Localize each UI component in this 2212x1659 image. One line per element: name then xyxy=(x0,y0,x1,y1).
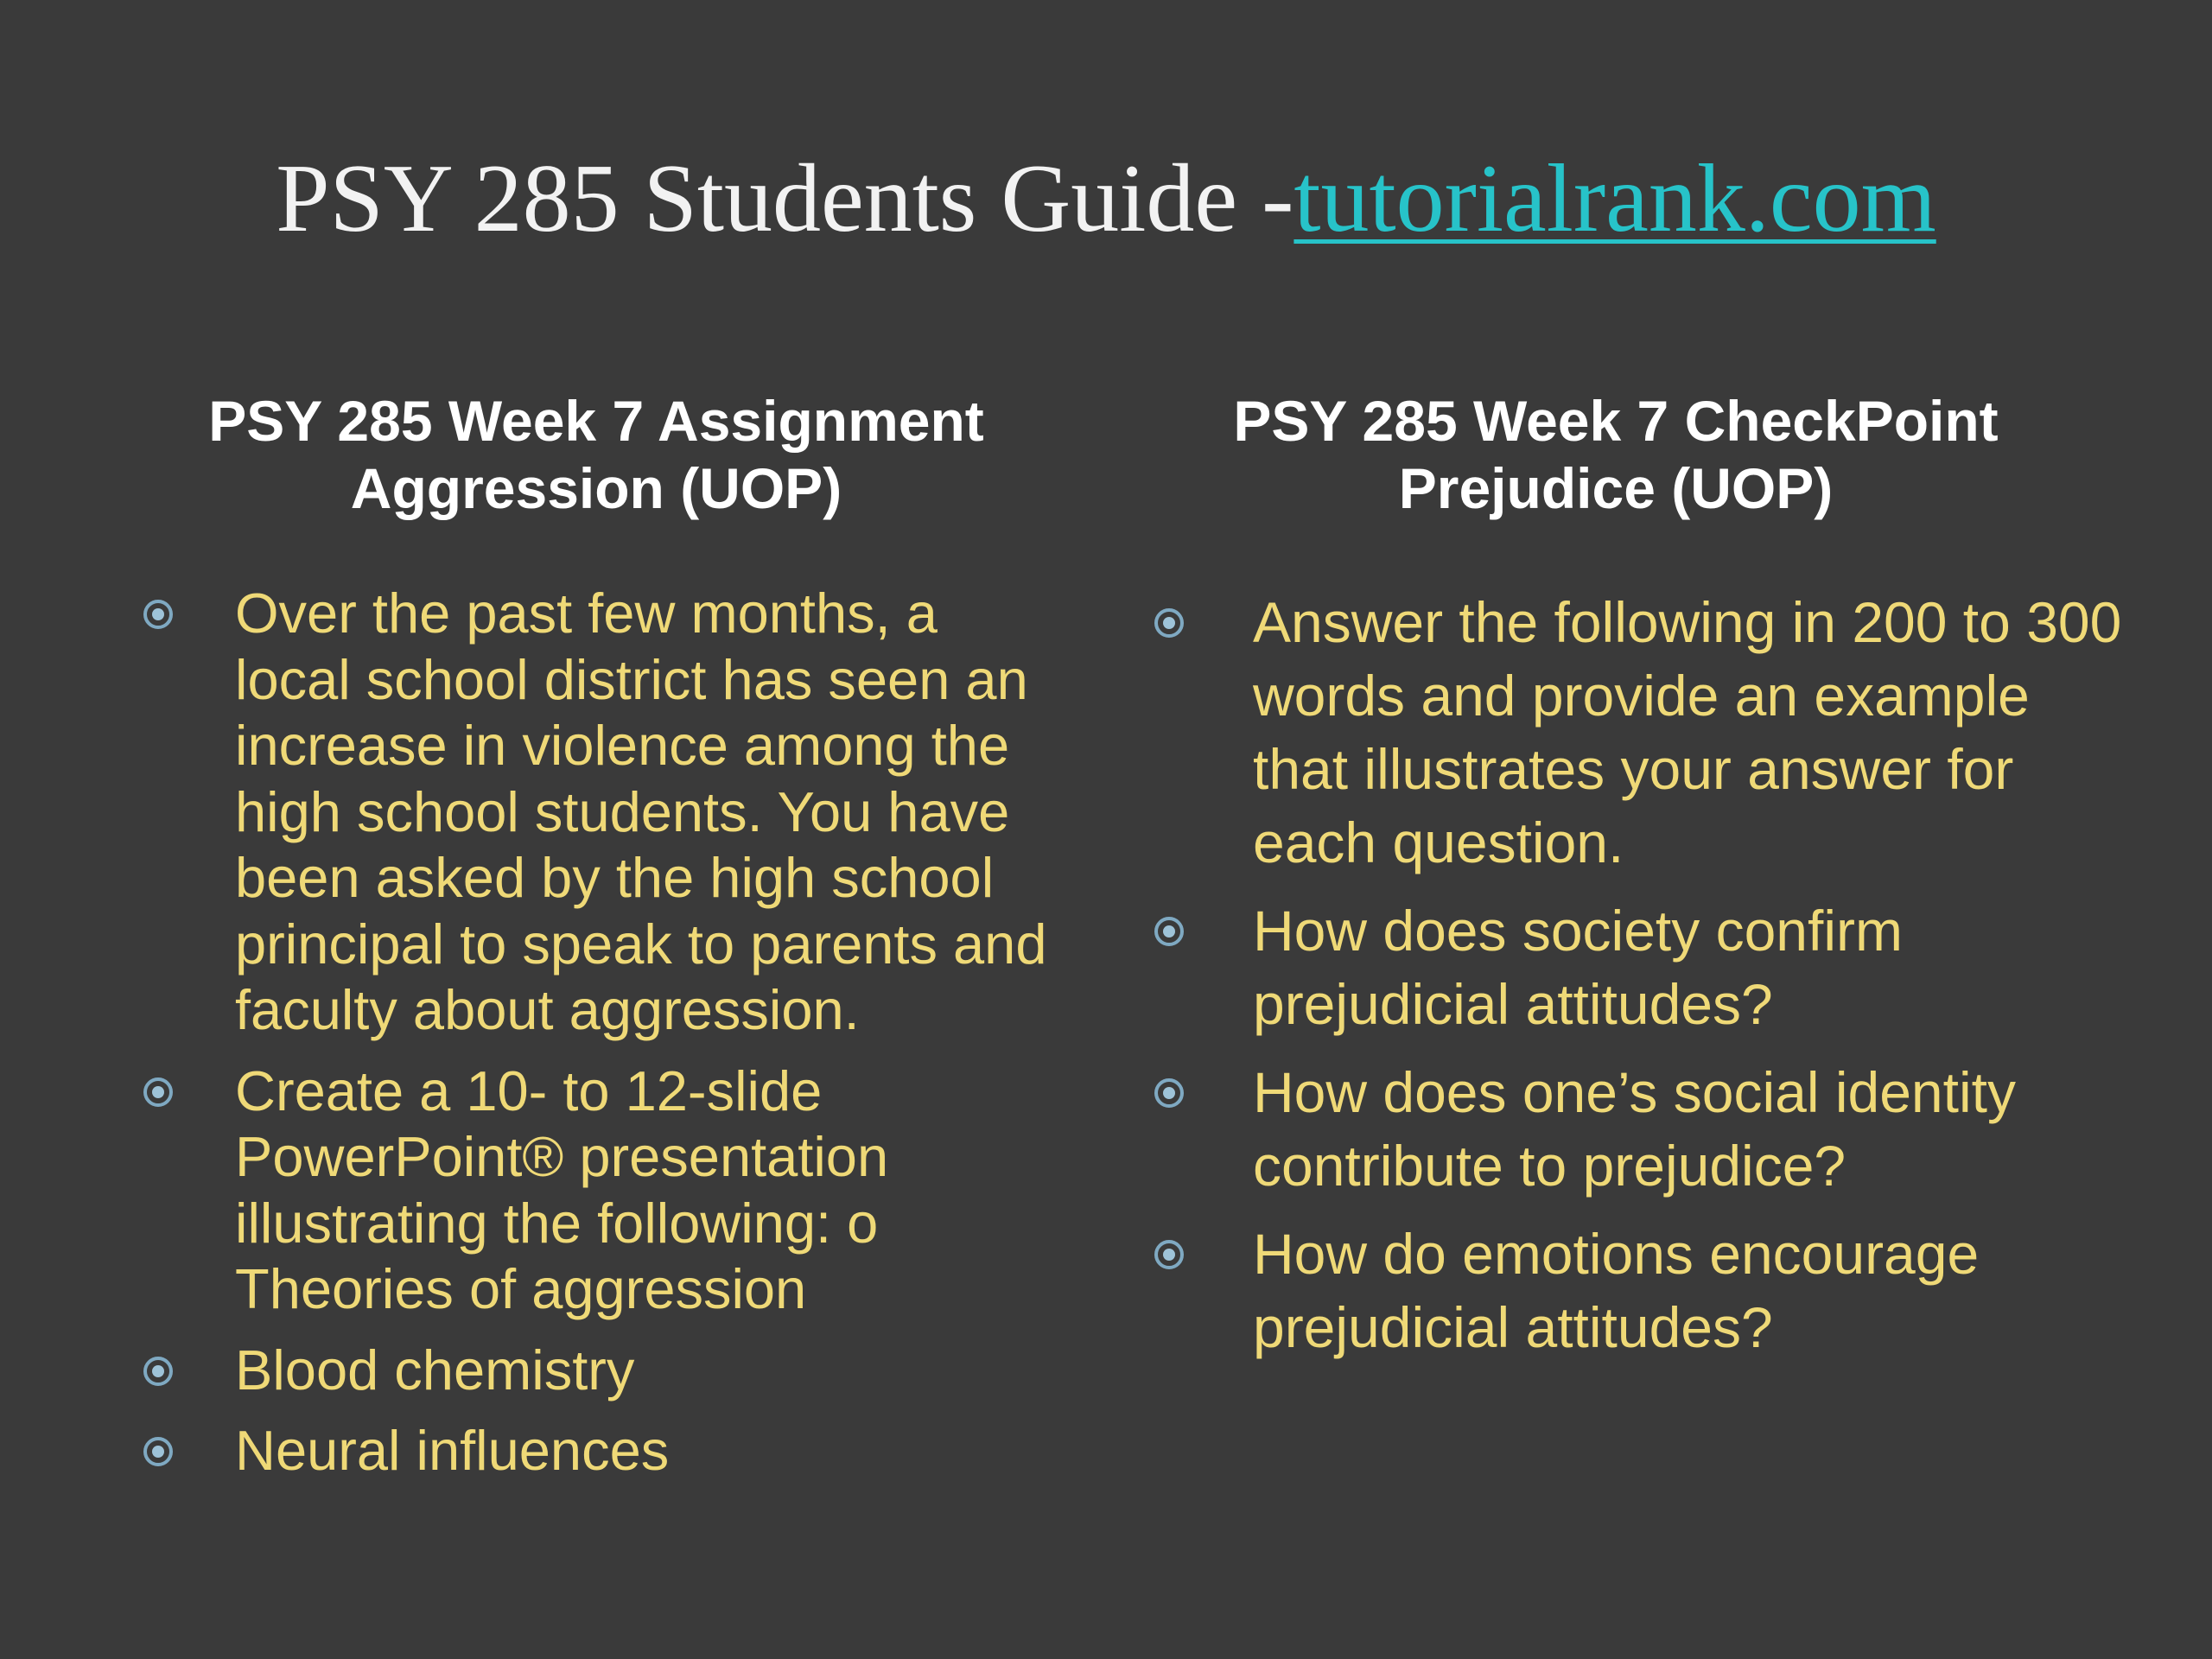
title-link[interactable]: tutorialrank.com xyxy=(1294,145,1936,252)
title-text: PSY 285 Students Guide - xyxy=(276,145,1294,252)
left-heading-line-2: Aggression (UOP) xyxy=(350,456,842,520)
left-column-heading xyxy=(138,387,1054,522)
circle-dot-bullet-icon xyxy=(143,1357,173,1386)
slide-title xyxy=(0,138,2212,259)
list-item xyxy=(1149,1056,2134,1203)
list-item xyxy=(1149,586,2134,880)
list-item xyxy=(138,1338,1054,1404)
bullet-text: Over the past few months, a local school district has seen an increase in violence among the high school students. You have been asked by the high school principal to speak to parents and faculty about aggression. xyxy=(235,582,1047,1041)
left-heading-line-1: PSY 285 Week 7 Assignment xyxy=(208,389,984,453)
left-column xyxy=(138,387,1054,1499)
right-heading-line-2: Prejudice (UOP) xyxy=(1398,456,1834,520)
right-heading-line-1: PSY 285 Week 7 CheckPoint xyxy=(1233,389,1999,453)
right-column-heading xyxy=(1149,387,2082,522)
right-bullet-list xyxy=(1149,586,2134,1364)
right-column xyxy=(1149,387,2134,1379)
list-item xyxy=(138,1418,1054,1484)
circle-dot-bullet-icon xyxy=(1154,917,1184,946)
list-item xyxy=(1149,894,2134,1041)
list-item xyxy=(138,581,1054,1044)
list-item xyxy=(138,1058,1054,1323)
bullet-text: How do emotions encourage prejudicial attitudes? xyxy=(1253,1222,1980,1359)
circle-dot-bullet-icon xyxy=(143,1077,173,1107)
left-bullet-list xyxy=(138,581,1054,1484)
bullet-text: Blood chemistry xyxy=(235,1338,635,1402)
list-item xyxy=(1149,1217,2134,1364)
bullet-text: How does one’s social identity contribute to prejudice? xyxy=(1253,1060,2016,1198)
circle-dot-bullet-icon xyxy=(1154,608,1184,638)
circle-dot-bullet-icon xyxy=(143,600,173,629)
circle-dot-bullet-icon xyxy=(1154,1240,1184,1269)
circle-dot-bullet-icon xyxy=(143,1437,173,1466)
circle-dot-bullet-icon xyxy=(1154,1078,1184,1108)
bullet-text: Create a 10- to 12-slide PowerPoint® presentation illustrating the following: o Theories of aggression xyxy=(235,1058,889,1320)
bullet-text: Answer the following in 200 to 300 words and provide an example that illustrates your answer for each question. xyxy=(1253,590,2122,874)
bullet-text: How does society confirm prejudicial attitudes? xyxy=(1253,899,1903,1036)
bullet-text: Neural influences xyxy=(235,1419,670,1482)
